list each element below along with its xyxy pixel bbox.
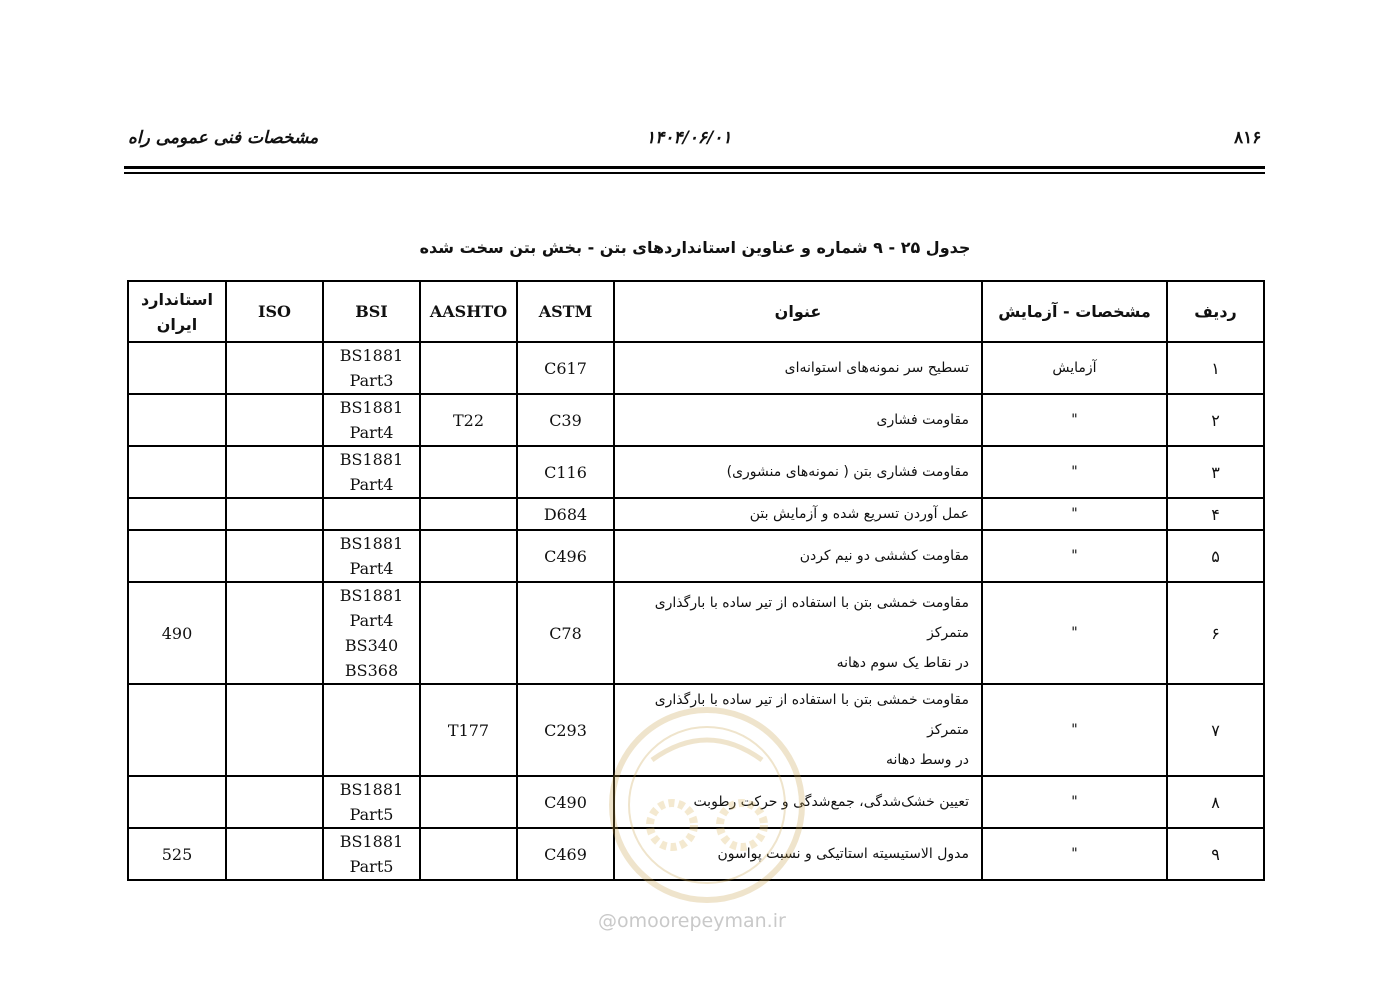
- bsi-line: Part3: [349, 371, 394, 390]
- table-header-row: [128, 281, 1264, 342]
- bsi-cell: [323, 684, 420, 776]
- astm-cell: C116: [517, 446, 614, 498]
- title-cell: [614, 582, 982, 684]
- title-line: عمل آوردن تسریع شده و آزمایش بتن: [749, 506, 969, 522]
- title-cell: [614, 530, 982, 582]
- title-cell: [614, 446, 982, 498]
- aashto-cell: [420, 342, 517, 394]
- bsi-line: Part4: [349, 423, 394, 442]
- title-cell: [614, 684, 982, 776]
- bsi-cell: [323, 342, 420, 394]
- spec-cell: ": [982, 530, 1167, 582]
- iran-standard-cell: [128, 776, 226, 828]
- iran-standard-cell: [128, 394, 226, 446]
- bsi-line: BS368: [344, 661, 399, 680]
- iso-cell: [226, 498, 323, 530]
- bsi-line: BS1881: [339, 832, 404, 851]
- title-line: مدول الاستیسیته استاتیکی و نسبت پواسون: [717, 846, 969, 862]
- bsi-cell: [323, 776, 420, 828]
- header-rule-thick: [124, 166, 1265, 169]
- table-row: [128, 684, 1264, 776]
- bsi-cell: [323, 530, 420, 582]
- iso-cell: [226, 342, 323, 394]
- header-rule-thin: [124, 172, 1265, 174]
- bsi-line: BS1881: [339, 346, 404, 365]
- iso-cell: [226, 394, 323, 446]
- iran-standard-cell: 525: [128, 828, 226, 880]
- title-line: مقاومت فشاری: [876, 412, 969, 428]
- iso-cell: [226, 582, 323, 684]
- title-line: در نقاط یک سوم دهانه: [836, 655, 969, 671]
- spec-cell: ": [982, 776, 1167, 828]
- spec-cell: ": [982, 498, 1167, 530]
- iran-standard-cell: 490: [128, 582, 226, 684]
- bsi-line: Part4: [349, 611, 394, 630]
- iran-standard-cell: [128, 342, 226, 394]
- title-cell: [614, 828, 982, 880]
- bsi-line: BS1881: [339, 534, 404, 553]
- aashto-cell: [420, 776, 517, 828]
- row-number-cell: ۷: [1167, 684, 1264, 776]
- table-row: [128, 342, 1264, 394]
- bsi-cell: [323, 446, 420, 498]
- col-header-row-number: ردیف: [1167, 281, 1264, 342]
- spec-cell: ": [982, 684, 1167, 776]
- astm-cell: C39: [517, 394, 614, 446]
- row-number-cell: ۱: [1167, 342, 1264, 394]
- aashto-cell: [420, 498, 517, 530]
- title-cell: [614, 342, 982, 394]
- aashto-cell: T177: [420, 684, 517, 776]
- row-number-cell: ۲: [1167, 394, 1264, 446]
- bsi-line: BS1881: [339, 586, 404, 605]
- bsi-cell: [323, 828, 420, 880]
- col-header-iso: ISO: [226, 281, 323, 342]
- spec-cell: ": [982, 582, 1167, 684]
- astm-cell: C293: [517, 684, 614, 776]
- aashto-cell: [420, 530, 517, 582]
- iran-standard-cell: [128, 530, 226, 582]
- col-header-title: عنوان: [614, 281, 982, 342]
- table-row: [128, 498, 1264, 530]
- table-row: [128, 394, 1264, 446]
- page-number: ۸۱۶: [1234, 128, 1262, 148]
- iso-cell: [226, 684, 323, 776]
- title-line: مقاومت خمشی بتن با استفاده از تیر ساده با بارگذاری متمرکز: [654, 595, 969, 641]
- table-row: [128, 530, 1264, 582]
- bsi-line: BS340: [344, 636, 399, 655]
- iso-cell: [226, 776, 323, 828]
- col-header-aashto: AASHTO: [420, 281, 517, 342]
- title-cell: [614, 394, 982, 446]
- aashto-cell: [420, 828, 517, 880]
- row-number-cell: ۵: [1167, 530, 1264, 582]
- document-date: ۱۴۰۴/۰۶/۰۱: [646, 128, 732, 148]
- astm-cell: C617: [517, 342, 614, 394]
- title-cell: [614, 498, 982, 530]
- bsi-cell: [323, 394, 420, 446]
- bsi-cell: [323, 498, 420, 530]
- iso-cell: [226, 530, 323, 582]
- bsi-cell: [323, 582, 420, 684]
- watermark-text: @omoorepeyman.ir: [598, 910, 786, 932]
- title-line: مقاومت خمشی بتن با استفاده از تیر ساده با بارگذاری متمرکز: [654, 692, 969, 738]
- astm-cell: C496: [517, 530, 614, 582]
- title-line: در وسط دهانه: [886, 752, 969, 768]
- spec-cell: آزمایش: [982, 342, 1167, 394]
- col-header-astm: ASTM: [517, 281, 614, 342]
- bsi-line: BS1881: [339, 780, 404, 799]
- iran-standard-cell: [128, 446, 226, 498]
- col-header-iran-standard: استاندارد ایران: [128, 281, 226, 342]
- title-line: مقاومت فشاری بتن ( نمونه‌های منشوری): [726, 464, 969, 480]
- table-row: [128, 582, 1264, 684]
- document-title: مشخصات فنی عمومی راه: [128, 128, 319, 148]
- table-row: [128, 446, 1264, 498]
- bsi-line: BS1881: [339, 398, 404, 417]
- spec-cell: ": [982, 394, 1167, 446]
- bsi-line: Part4: [349, 559, 394, 578]
- aashto-cell: T22: [420, 394, 517, 446]
- col-header-spec: مشخصات - آزمایش: [982, 281, 1167, 342]
- iso-cell: [226, 828, 323, 880]
- row-number-cell: ۹: [1167, 828, 1264, 880]
- title-line: مقاومت کششی دو نیم کردن: [799, 548, 969, 564]
- spec-cell: ": [982, 828, 1167, 880]
- title-line: تعیین خشک‌شدگی، جمع‌شدگی و حرکت رطوبت: [693, 794, 969, 810]
- spec-cell: ": [982, 446, 1167, 498]
- bsi-line: BS1881: [339, 450, 404, 469]
- aashto-cell: [420, 582, 517, 684]
- bsi-line: Part5: [349, 857, 394, 876]
- iran-standard-cell: [128, 684, 226, 776]
- row-number-cell: ۸: [1167, 776, 1264, 828]
- bsi-line: Part5: [349, 805, 394, 824]
- col-header-bsi: BSI: [323, 281, 420, 342]
- title-cell: [614, 776, 982, 828]
- row-number-cell: ۳: [1167, 446, 1264, 498]
- astm-cell: C490: [517, 776, 614, 828]
- row-number-cell: ۶: [1167, 582, 1264, 684]
- standards-table: [127, 280, 1265, 881]
- astm-cell: C78: [517, 582, 614, 684]
- table-row: [128, 828, 1264, 880]
- iran-standard-cell: [128, 498, 226, 530]
- table-row: [128, 776, 1264, 828]
- row-number-cell: ۴: [1167, 498, 1264, 530]
- astm-cell: D684: [517, 498, 614, 530]
- title-line: تسطیح سر نمونه‌های استوانه‌ای: [784, 360, 969, 376]
- table-body: [128, 342, 1264, 880]
- aashto-cell: [420, 446, 517, 498]
- table-caption: جدول ۲۵ - ۹ شماره و عناوین استانداردهای بتن - بخش بتن سخت شده: [419, 238, 971, 257]
- astm-cell: C469: [517, 828, 614, 880]
- bsi-line: Part4: [349, 475, 394, 494]
- iso-cell: [226, 446, 323, 498]
